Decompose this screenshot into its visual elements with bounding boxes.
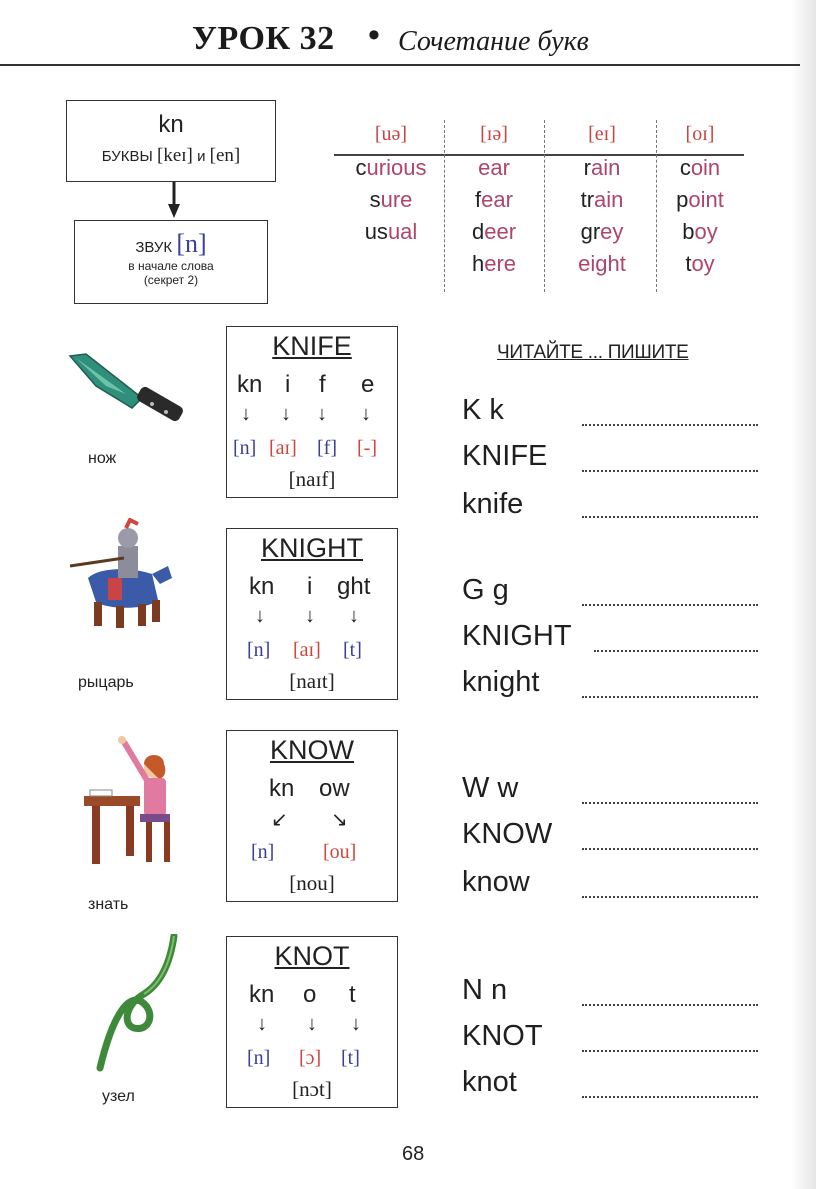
letters-label: БУКВЫ — [101, 148, 153, 165]
vowel-header: [uə] — [374, 123, 408, 145]
vowel-header: [eɪ] — [588, 123, 616, 145]
example-word: sure — [369, 187, 413, 212]
example-word: toy — [685, 251, 715, 276]
letter-group: kn — [249, 573, 275, 600]
write-line[interactable] — [582, 1096, 758, 1098]
girl-at-desk-illustration — [84, 734, 178, 866]
transcription: [nou] — [289, 871, 335, 895]
write-line[interactable] — [582, 1004, 758, 1006]
word-title: KNOW — [270, 735, 354, 765]
vowel-column — [444, 116, 544, 280]
write-line[interactable] — [582, 802, 758, 804]
write-line[interactable] — [594, 650, 758, 652]
word-box-know — [226, 730, 398, 902]
example-word: here — [471, 251, 517, 276]
example-word: rain — [583, 155, 621, 180]
sound-note: в начале слова — [128, 259, 214, 273]
title-bullet: • — [368, 16, 380, 54]
word-title: KNIFE — [272, 331, 352, 361]
letters-names — [67, 145, 275, 167]
letter1-name: [keɪ] — [157, 145, 193, 166]
letters-box — [66, 100, 276, 182]
sound-secret: (секрет 2) — [143, 273, 199, 287]
arrow-down-right-icon: ↘ — [331, 809, 348, 831]
picture-caption: знать — [88, 896, 129, 913]
example-word: ear — [478, 155, 510, 180]
page-edge-shadow — [790, 0, 816, 1189]
transcription: [naɪf] — [288, 467, 336, 491]
example-word: coin — [679, 155, 721, 180]
example-word: deer — [471, 219, 517, 244]
practice-line: KNOT — [462, 1020, 543, 1052]
word-title: KNOT — [274, 941, 350, 971]
letter2-name: [en] — [209, 145, 241, 166]
vowel-column — [548, 116, 656, 280]
lesson-subtitle: Сочетание букв — [398, 26, 589, 57]
arrow-down-icon: ↓ — [281, 403, 291, 425]
practice-line: knife — [462, 488, 524, 520]
vowel-column — [656, 116, 744, 280]
letter-group: i — [285, 371, 291, 398]
write-line[interactable] — [582, 604, 758, 606]
practice-line: W w — [462, 772, 519, 804]
phoneme: [-] — [357, 437, 377, 459]
practice-line: KNIGHT — [462, 620, 572, 652]
practice-line: knight — [462, 666, 540, 698]
table-divider — [544, 120, 545, 292]
phoneme: [n] — [247, 639, 271, 661]
picture-caption: узел — [102, 1088, 135, 1105]
knife-illustration — [66, 352, 188, 434]
letter-group: i — [307, 573, 313, 600]
letter-combo: kn — [158, 111, 184, 138]
example-word: point — [676, 187, 724, 212]
write-line[interactable] — [582, 470, 758, 472]
arrow-down-icon: ↓ — [305, 605, 315, 627]
example-word: train — [580, 187, 624, 212]
arrow-down-icon: ↓ — [361, 403, 371, 425]
letter-group: kn — [237, 371, 263, 398]
vowel-table — [334, 116, 744, 292]
transcription: [naɪt] — [289, 669, 335, 693]
sound-label: ЗВУК — [135, 239, 173, 256]
phoneme: [n] — [247, 1047, 271, 1069]
lesson-title: УРОК 32 — [192, 20, 335, 57]
phoneme: [t] — [343, 639, 362, 661]
arrow-down-icon: ↓ — [255, 605, 265, 627]
arrow-down-icon: ↓ — [349, 605, 359, 627]
example-word: grey — [580, 219, 624, 244]
transcription: [nɔt] — [292, 1077, 332, 1101]
practice-line: KNIFE — [462, 440, 548, 472]
rope-knot-illustration — [90, 934, 180, 1072]
write-line[interactable] — [582, 848, 758, 850]
phoneme: [ɔ] — [299, 1047, 322, 1069]
arrow-down-icon: ↓ — [241, 403, 251, 425]
word-box-knight — [226, 528, 398, 700]
lesson-header — [0, 0, 800, 66]
phoneme: [aɪ] — [269, 437, 297, 459]
knight-illustration — [68, 518, 180, 632]
arrow-down-icon: ↓ — [307, 1013, 317, 1035]
letter-group: t — [349, 981, 356, 1008]
write-line[interactable] — [582, 1050, 758, 1052]
arrow-down-icon: ↓ — [317, 403, 327, 425]
example-word: usual — [364, 219, 418, 244]
arrow-down-icon — [168, 182, 180, 218]
practice-heading: ЧИТАЙТЕ ... ПИШИТЕ — [497, 342, 689, 363]
phoneme: [t] — [341, 1047, 360, 1069]
example-word: fear — [475, 187, 513, 212]
sound-value: [n] — [176, 229, 207, 258]
arrow-down-left-icon: ↙ — [271, 809, 288, 831]
vowel-column — [338, 116, 444, 248]
write-line[interactable] — [582, 424, 758, 426]
letter-group: ght — [337, 573, 371, 600]
practice-line: knot — [462, 1066, 517, 1098]
word-box-knife — [226, 326, 398, 498]
letter-group: f — [319, 371, 326, 398]
sound-box — [74, 220, 268, 304]
page-number: 68 — [402, 1143, 425, 1165]
header-rule — [0, 64, 800, 66]
arrow-down-icon: ↓ — [257, 1013, 267, 1035]
phoneme: [n] — [251, 841, 275, 863]
picture-caption: нож — [88, 450, 117, 467]
example-word: eight — [578, 251, 626, 276]
example-word: curious — [355, 155, 427, 180]
letter-group: kn — [249, 981, 275, 1008]
letter-group: e — [361, 371, 375, 398]
phoneme: [aɪ] — [293, 639, 321, 661]
write-line[interactable] — [582, 896, 758, 898]
letter-group: ow — [319, 775, 350, 802]
practice-line: G g — [462, 574, 509, 606]
write-line[interactable] — [582, 516, 758, 518]
practice-line: N n — [462, 974, 508, 1006]
picture-caption: рыцарь — [78, 674, 134, 691]
practice-line: KNOW — [462, 818, 553, 850]
practice-line: K k — [462, 394, 504, 426]
practice-line: know — [462, 866, 530, 898]
phoneme: [ou] — [323, 841, 357, 863]
arrow-down-icon: ↓ — [351, 1013, 361, 1035]
write-line[interactable] — [582, 696, 758, 698]
vowel-header: [ɪə] — [480, 123, 508, 145]
letter-group: o — [303, 981, 317, 1008]
letter-group: kn — [269, 775, 295, 802]
phoneme: [n] — [233, 437, 257, 459]
word-title: KNIGHT — [260, 533, 363, 563]
word-box-knot — [226, 936, 398, 1108]
phoneme: [f] — [317, 437, 337, 459]
vowel-header: [oɪ] — [685, 123, 715, 145]
example-word: boy — [682, 219, 718, 244]
letters-conj: и — [197, 148, 206, 165]
